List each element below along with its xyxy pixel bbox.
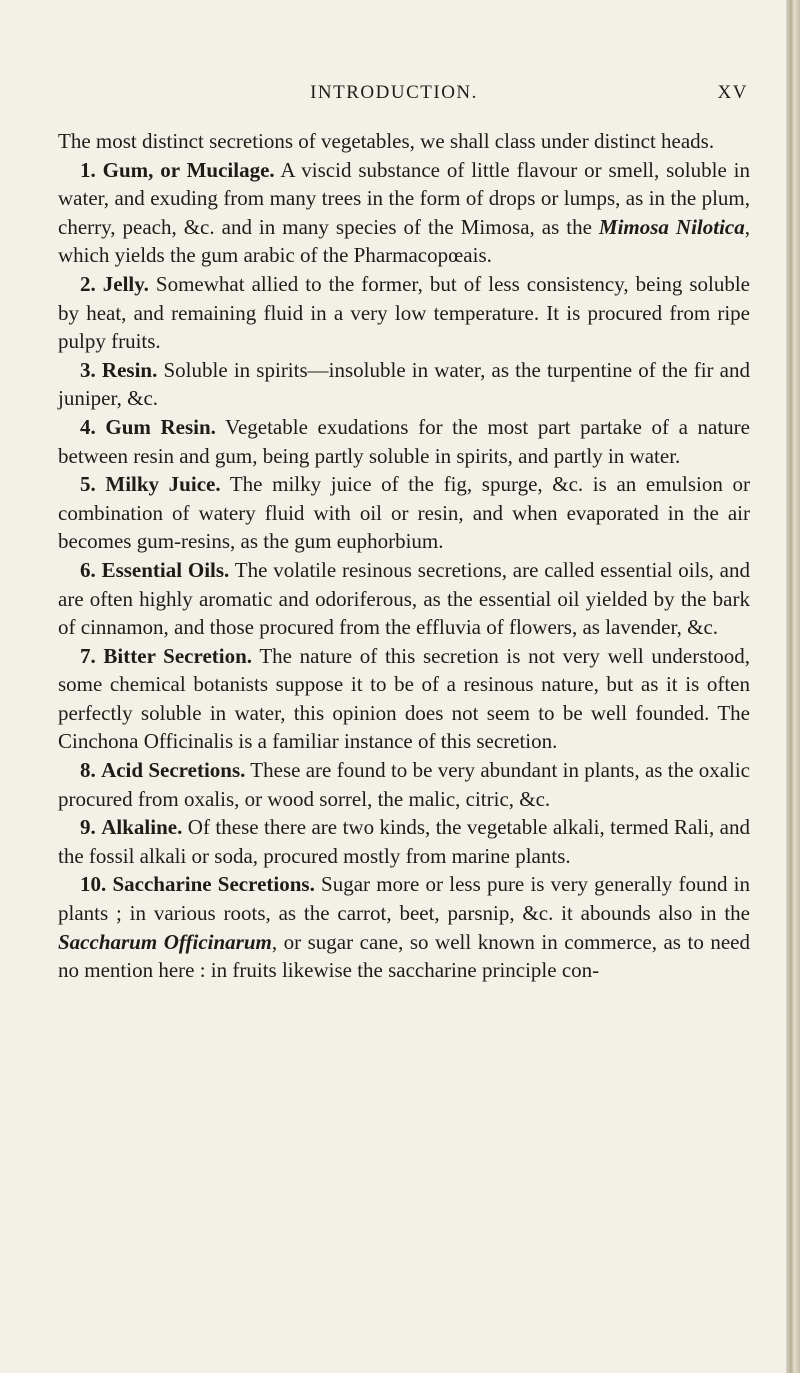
item-heading: Alkaline. bbox=[101, 815, 183, 840]
running-head-title: INTRODUCTION. bbox=[310, 82, 478, 103]
item-heading: Jelly. bbox=[102, 271, 149, 296]
item-italic-term: Saccharum Officinarum bbox=[58, 929, 272, 954]
item-number: 3. bbox=[80, 357, 96, 382]
item-text: The milky juice of the fig, spurge, &c. is an emulsion or combination of watery fluid with oil or resin, and when evaporated in the air becomes gum-resins, as the gum euphorbium. bbox=[58, 472, 751, 554]
list-item bbox=[58, 413, 750, 470]
item-text: Sugar more or less pure is very generally found in plants ; in various roots, as the carrot, beet, parsnip, &c. it abounds also in the bbox=[58, 872, 751, 926]
item-text-continued: , which yields the gum arabic of the Pharmacopœais. bbox=[58, 214, 751, 268]
item-heading: Gum, or Mucilage. bbox=[102, 157, 275, 182]
list-item bbox=[58, 470, 750, 556]
item-number: 2. bbox=[80, 271, 96, 296]
page-number: XV bbox=[717, 82, 748, 103]
item-text: Vegetable exudations for the most part partake of a nature between resin and gum, being partly soluble in spirits, and partly in water. bbox=[58, 414, 750, 468]
item-number: 1. bbox=[80, 157, 96, 182]
list-item bbox=[58, 356, 750, 413]
item-heading: Gum Resin. bbox=[105, 414, 216, 439]
item-heading: Saccharine Secretions. bbox=[112, 872, 315, 897]
item-heading: Milky Juice. bbox=[105, 472, 221, 497]
item-heading: Essential Oils. bbox=[101, 557, 230, 582]
list-item bbox=[58, 156, 750, 270]
item-number: 7. bbox=[80, 643, 96, 668]
item-text: Somewhat allied to the former, but of less consistency, being soluble by heat, and remaining fluid in a very low temperature. It is procured from ripe pulpy fruits. bbox=[58, 271, 751, 354]
list-item bbox=[58, 270, 750, 356]
item-number: 6. bbox=[80, 557, 96, 582]
item-text: Of these there are two kinds, the vegetable alkali, termed Rali, and the fossil alkali or soda, procured mostly from marine plants. bbox=[58, 815, 750, 868]
intro-paragraph: The most distinct secretions of vegetables, we shall class under distinct heads. bbox=[58, 129, 715, 153]
body-text bbox=[58, 127, 750, 985]
list-item bbox=[58, 556, 750, 642]
item-number: 9. bbox=[80, 815, 96, 840]
item-text: A viscid substance of little flavour or smell, soluble in water, and exuding from many trees in the form of drops or lumps, as in the plum, cherry, peach, &c. and in many species of the Mimosa, as the bbox=[58, 157, 750, 239]
item-italic-term: Mimosa Nilotica bbox=[598, 214, 745, 239]
item-heading: Resin. bbox=[101, 357, 158, 382]
list-item bbox=[58, 642, 750, 756]
item-text: These are found to be very abundant in plants, as the oxalic procured from oxalis, or wood sorrel, the malic, citric, &c. bbox=[58, 758, 751, 811]
item-text-continued: , or sugar cane, so well known in commerce, as to need no mention here : in fruits likewise the saccharine principle con- bbox=[58, 929, 750, 983]
item-number: 10. bbox=[80, 872, 107, 897]
list-item bbox=[58, 756, 750, 813]
list-item bbox=[58, 813, 750, 870]
running-head bbox=[40, 82, 748, 110]
page-edge bbox=[786, 0, 800, 1373]
item-heading: Bitter Secretion. bbox=[103, 643, 253, 668]
item-number: 4. bbox=[80, 414, 96, 439]
item-text: Soluble in spirits—insoluble in water, as the turpentine of the fir and juniper, &c. bbox=[58, 357, 751, 411]
item-heading: Acid Secretions. bbox=[101, 758, 246, 783]
item-number: 8. bbox=[80, 758, 96, 783]
item-text: The nature of this secretion is not very well understood, some chemical botanists suppose it to be of a resinous nature, but as it is often perfectly soluble in water, this opinion does not seem to be well founded. The Cinchona Officinalis is a familiar instance of this secretion. bbox=[58, 643, 750, 754]
list-item bbox=[58, 870, 750, 984]
item-number: 5. bbox=[80, 472, 96, 497]
item-text: The volatile resinous secretions, are called essential oils, and are often highly aromatic and odoriferous, as the essential oil yielded by the bark of cinnamon, and those procured from the effluvia of flowers, as lavender, &c. bbox=[58, 557, 750, 640]
